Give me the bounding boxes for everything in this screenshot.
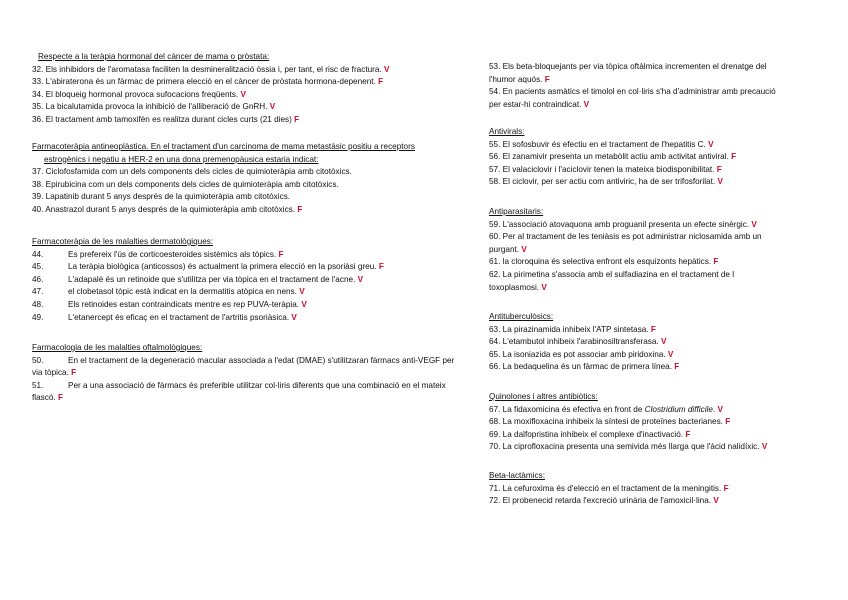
section-antiparasitics [489,206,789,294]
question-45 [32,261,460,274]
section-antituberculosis [489,311,789,374]
question-64 [489,336,789,349]
question-text: 72. El probenecid retarda l'excreció urinària de l'amoxicil·lina. [489,496,712,506]
question-47 [32,286,460,299]
answer-badge: V [383,64,390,74]
question-49 [32,312,460,325]
question-text: 66. La bedaquelina és un fàrmac de primera línea. [489,362,672,372]
question-53 [489,61,789,74]
section-quinolones [489,391,789,454]
question-51-continued [32,392,460,405]
answer-badge: V [291,312,297,322]
question-69 [489,429,789,442]
question-number: 49. [32,312,44,322]
answer-badge: V [717,404,723,414]
question-text: 65. La isoniazida es pot associar amb piridoxina. [489,349,666,359]
answer-badge: F [731,152,737,162]
question-text: 62. La pirimetina s'associa amb el sulfadiazina en el tractament de l [489,269,735,279]
answer-badge: F [294,114,300,124]
question-67 [489,404,789,417]
section-heading: Farmacoteràpia de les malalties dermatològiques: [32,237,214,246]
question-44 [32,249,460,262]
section-heading: Farmacoteràpia antineoplàstica. En el tractament d'un carcinoma de mama metastàsic positiu a receptors [32,142,415,151]
question-text: 61. la cloroquina és selectiva enfront els esquizonts hepàtics. [489,257,712,267]
question-54-continued [489,99,789,112]
answer-badge: V [717,177,723,187]
section-antivirals [489,126,789,189]
answer-badge: V [240,89,246,99]
answer-badge: F [650,324,656,334]
question-59 [489,219,789,232]
question-37 [32,166,460,179]
question-62-continued [489,282,789,295]
question-text: per estar-hi contraindicat. [489,99,582,109]
question-text: flascó. [32,393,56,403]
question-68 [489,416,789,429]
question-text: 59. L'associació atovaquona amb proguanil presenta un efecte sinèrgic. [489,219,750,229]
section-ophthalmology-continued [489,61,789,111]
question-62 [489,269,789,282]
answer-badge: F [71,368,77,378]
section-heading: Quinolones i altres antibiòtics: [489,392,598,401]
question-51 [32,380,460,393]
answer-badge: V [713,496,719,506]
question-38 [32,179,460,192]
question-text: el clobetasol tòpic està indicat en la dermatitis atòpica en nens. [68,287,297,297]
question-text: purgant. [489,244,520,254]
question-40 [32,204,460,217]
answer-badge: V [751,219,757,229]
question-33 [32,76,460,89]
answer-badge: V [541,282,547,292]
question-48 [32,299,460,312]
question-text: L'adapalè és un retinoide que s'utilitza per via tòpica en el tractament de l'acne. [68,274,356,284]
question-text: 63. La pirazinamida inhibeix l'ATP sintetasa. [489,324,649,334]
question-number: 46. [32,274,44,284]
question-text: L'etanercept és eficaç en el tractament de l'artritis psoriàsica. [68,312,290,322]
question-36 [32,114,460,127]
question-text: 64. L'etambutol inhibeix l'arabinosiltransferasa. [489,337,659,347]
answer-badge: V [583,99,590,109]
question-number: 45. [32,262,44,272]
answer-badge: F [725,417,731,427]
question-32 [32,64,460,77]
answer-badge: F [378,262,384,272]
answer-badge: F [723,483,729,493]
question-55 [489,139,789,152]
question-text: Els retinoides estan contraindicats mentre es rep PUVA-teràpia. [68,299,300,309]
answer-badge: F [378,77,384,87]
question-number: 51. [32,380,44,390]
question-text: 36. El tractament amb tamoxifèn es realitza durant cicles curts (21 dies) [32,114,292,124]
question-text: 38. Epirubicina com un dels components dels cicles de quimioteràpia amb citotòxics. [32,179,339,189]
answer-badge: V [660,337,667,347]
answer-badge: F [716,164,722,174]
question-text: 70. La ciprofloxacina presenta una semivida més llarga que l'àcid nalidíxic. [489,442,760,452]
question-63 [489,324,789,337]
question-50 [32,355,460,368]
question-text: l'humor aquós. [489,74,543,84]
question-text: 67. La fidaxomicina és efectiva en front de [489,404,645,414]
section-heading: Farmacologia de les malalties oftalmològiques: [32,343,203,352]
question-text: 35. La bicalutamida provoca la inhibició de l'alliberació de GnRH. [32,102,268,112]
question-34 [32,89,460,102]
question-46 [32,274,460,287]
section-hormonal [32,51,460,127]
answer-badge: V [357,274,364,284]
question-number: 44. [32,249,44,259]
question-71 [489,483,789,496]
question-text: 54. En pacients asmàtics el timolol en col·liris s'ha d'administrar amb precaució [489,87,776,97]
question-text: 60. Per al tractament de les teniàsis es pot administrar niclosamida amb un [489,232,762,242]
question-35 [32,101,460,114]
answer-badge: F [674,362,680,372]
question-66 [489,361,789,374]
question-text: Es prefereix l'ús de corticoesteroides sistèmics als tòpics. [68,249,277,259]
question-text: 53. Els beta-bloquejants per via tòpica oftàlmica incrementen el drenatge del [489,62,767,71]
question-text: toxoplasmosi. [489,282,540,292]
answer-badge: F [57,393,63,403]
question-text-end: . [712,404,716,414]
section-heading: Antituberculòsics: [489,312,554,321]
question-57 [489,164,789,177]
answer-badge: F [297,204,303,214]
answer-badge: V [301,299,307,309]
section-antineoplastic [32,141,460,217]
section-heading: Beta-lactàmics: [489,471,545,480]
question-50-continued [32,367,460,380]
question-56 [489,151,789,164]
question-text: 34. El bloqueig hormonal provoca sufocacions freqüents. [32,89,239,99]
question-58 [489,176,789,189]
question-number: 47. [32,287,44,297]
question-text: 32. Els inhibidors de l'aromatasa faciliten la desmineralització òssia i, per tant, el risc de fractura. [32,64,382,74]
answer-badge: V [299,287,305,297]
answer-badge: V [521,244,527,254]
answer-badge: V [269,102,276,112]
question-53-continued [489,74,789,87]
question-text: Per a una associació de fàrmacs és preferible utilitzar col·liris diferents que una combinació en el mateix [68,380,446,390]
question-text: via tòpica. [32,368,69,378]
question-65 [489,349,789,362]
question-text: 37. Ciclofosfamida com un dels components dels cicles de quimioteràpia amb citotòxics. [32,167,352,177]
question-39 [32,191,460,204]
answer-badge: F [544,74,550,84]
question-60 [489,231,789,244]
question-text: 39. Lapatinib durant 5 anys després de la quimioteràpia amb citotòxics. [32,192,291,202]
section-heading: Antiparasitaris: [489,207,544,216]
organism-name: Clostridium difficile [644,404,713,414]
question-text: La teràpia biològica (anticossos) és actualment la primera elecció en la psoriàsi greu. [68,262,377,272]
answer-badge: V [708,139,714,149]
question-text: 57. El valaciclovir i l'aciclovir tenen la mateixa biodisponibilitat. [489,164,715,174]
question-text: 71. La cefuroxima és d'elecció en el tractament de la meningitis. [489,483,722,493]
section-dermatology [32,236,460,324]
answer-badge: F [278,249,284,259]
question-61 [489,256,789,269]
question-text: 33. L'abiraterona és un fàrmac de primera elecció en el càncer de pròstata hormona-depenent. [32,77,376,87]
question-text: 56. El zanamivir presenta un metabòlit actiu amb activitat antiviral. [489,152,729,162]
section-heading: Respecte a la teràpia hormonal del càncer de mama o pròstata: [38,52,270,61]
section-heading: Antivirals: [489,127,525,136]
question-text: 58. El ciclovir, per ser actiu com antiviric, ha de ser trifosforilat. [489,177,716,187]
question-number: 50. [32,355,44,365]
answer-badge: F [713,257,719,267]
answer-badge: V [667,349,674,359]
answer-badge: F [685,429,691,439]
question-text: 68. La moxifloxacina inhibeix la síntesi de proteïnes bacterianes. [489,417,723,427]
section-heading-continued: estrogènics i negatiu a HER-2 en una dona premenopàusica estaria indicat: [44,154,319,164]
section-ophthalmology [32,342,460,405]
question-text: 40. Anastrazol durant 5 anys després de la quimioteràpia amb citotòxics. [32,204,296,214]
question-72 [489,495,789,508]
answer-badge: V [761,442,768,452]
question-text: 55. El sofosbuvir és efectiu en el tractament de l'hepatitis C. [489,139,706,149]
question-60-continued [489,244,789,257]
question-54 [489,86,789,99]
section-beta-lactams [489,470,789,508]
question-70 [489,441,789,454]
question-text: 69. La dalfopristina inhibeix el complexe d'inactivació. [489,429,684,439]
question-number: 48. [32,299,44,309]
question-text: En el tractament de la degeneració macular associada a l'edat (DMAE) s'utilitzaran fàrmacs anti-VEGF per [68,355,455,365]
